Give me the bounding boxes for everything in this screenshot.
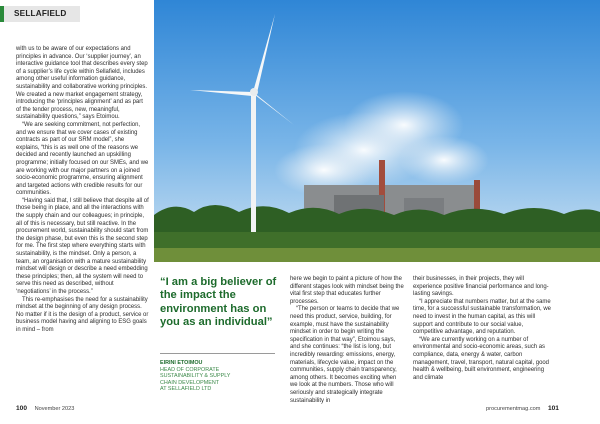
pull-quote: “I am a big believer of the impact the environment has on you as an individual” [160,276,277,329]
body-column-4 [413,276,553,382]
attribution-name: EIRINI ETOIMOU [160,360,203,366]
section-tab [0,6,80,22]
site-url[interactable]: procurementmag.com [486,406,541,412]
body-column-3 [290,276,405,405]
attribution-role: HEAD OF CORPORATE [160,366,220,373]
issue-date: November 2023 [34,406,75,412]
attribution-role: SUSTAINABILITY & SUPPLY [160,373,231,380]
hero-photo-wind-turbine-power-station [154,0,600,262]
attribution-role: AT SELLAFIELD LTD [160,386,212,393]
paragraph: “The person or teams to decide that we need this product, service, building, for example, must have the sustainability mindset in order to begin writing the specification in that way”, Etoimou says, and she continues: “the list is long, but incredibly rewarding: emissions, energy, materials, lifecycle value, impact on the communities, supply chain transparency, among others. It becomes exciting when we look at the numbers. Those who will seriously and strategically integrate sustainability in [290,306,400,404]
divider [160,353,275,354]
paragraph: with us to be aware of our expectations and principles in advance. Our ‘supplier journey’, an interactive guidance tool that describes every step of a supplier’s life cycle within Sellafield, includes among other useful information guidance, sustainability and collaborative working principles. We created a new market engagement strategy, introducing the ‘principles alignment’ and as part of the tender process, new, meaningful, sustainability questions,” says Etoimou. [16,46,148,121]
page-number-right: 101 [547,405,559,412]
body-column-1 [16,46,149,335]
paragraph: “I appreciate that numbers matter, but at the same time, for a successful sustainable transformation, we need to invest in the human capital, as this will support and contribute to our social value, competitive advantage, and reputation. [413,298,551,336]
section-tab-label: SELLAFIELD [14,9,67,18]
paragraph: “Having said that, I still believe that despite all of those being in place, and all the interactions with the supply chain and our colleagues; in principle, all of this is necessary, but still reactive. In the procurement world, sustainability should start from the design phase, but even this is the second step for me. The first step where everything starts with sustainability, is the mindset. Only a person, a team, an organisation with a mature sustainability mindset will design or describe a need embedding these principles; then, all the system will need to serve this need as described, without ‘negotiations’ in the process.” [16,197,149,295]
page-number-left: 100 [16,405,28,412]
paragraph: here we begin to paint a picture of how the different stages look with mindset being the vital first step that educates further processes. [290,276,404,305]
paragraph: “We are currently working on a number of environmental and socio-economic areas, such as compliance, data, energy & water, carbon management, travel, transport, natural capital, good health & wellbeing, built environment, engineering and climate [413,336,549,381]
paragraph: This re-emphasises the need for a sustainability mindset at the beginning of any design process. No matter if it is the design of a product, service or business model having and aligning to ESG goals in mind – from [16,296,149,333]
footer-left [16,405,74,412]
attribution-role: CHAIN DEVELOPMENT [160,379,220,386]
quote-attribution [160,360,280,393]
paragraph: their businesses, in their projects, they will experience positive financial performance and long-lasting savings. [413,276,549,298]
footer-right [486,405,559,412]
paragraph: “We are seeking commitment, not perfection, and we ensure that we cover cases of existing contracts as part of our SRM model”, she explains, “this is as well one of the reasons we decided and recently launched an upskilling programme; initially focused on our SMEs, and we are working with our major partners on a joined socio-economic programme, ensuring alignment and targeted actions with credible results for our communities. [16,121,149,197]
